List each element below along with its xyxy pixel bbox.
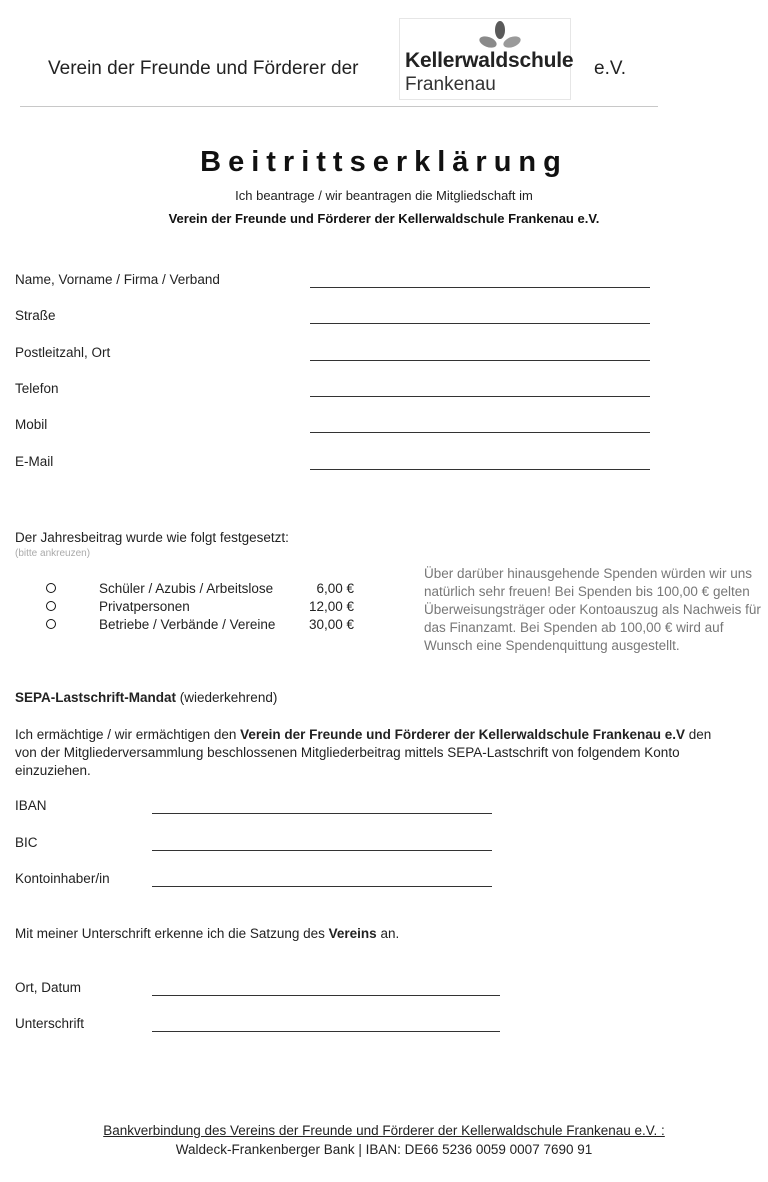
field-label-email: E-Mail	[15, 454, 54, 469]
field-line-mobile[interactable]	[310, 432, 650, 433]
fee-label-private: Privatpersonen	[99, 599, 190, 614]
statute-bold: Vereins	[328, 926, 377, 941]
statute-end: an.	[376, 926, 400, 941]
fee-amount-business: 30,00 €	[308, 617, 354, 632]
field-line-street[interactable]	[310, 323, 650, 324]
fee-amount-students: 6,00 €	[316, 581, 354, 596]
fee-radio-private[interactable]	[46, 601, 56, 611]
header-divider	[20, 106, 658, 107]
sepa-paragraph-start: Ich ermächtige / wir ermächtigen den	[15, 727, 241, 742]
fee-hint: (bitte ankreuzen)	[15, 548, 91, 559]
statute-sentence	[15, 926, 399, 941]
field-label-place-date: Ort, Datum	[15, 980, 82, 995]
field-line-phone[interactable]	[310, 396, 650, 397]
field-label-name: Name, Vorname / Firma / Verband	[15, 272, 220, 287]
sepa-heading-bold: SEPA-Lastschrift-Mandat	[15, 690, 177, 705]
header-suffix: e.V.	[594, 58, 627, 79]
field-label-signature: Unterschrift	[15, 1016, 85, 1031]
school-logo	[399, 18, 574, 100]
field-label-iban: IBAN	[15, 798, 47, 813]
sepa-heading	[15, 690, 277, 705]
fee-radio-students[interactable]	[46, 583, 56, 593]
donation-note: Über darüber hinausgehende Spenden würden wir uns natürlich sehr freuen! Bei Spenden bis 100,00 € gelten Überweisungsträger oder Kontoauszug als Nachweis für das Finanzamt. Bei Spenden ab 100,00 € wird auf Wunsch eine Spendenquittung ausgestellt.	[424, 566, 761, 653]
logo-name: Kellerwaldschule	[405, 49, 574, 72]
field-label-postcode-city: Postleitzahl, Ort	[15, 345, 111, 360]
field-label-street: Straße	[15, 308, 56, 323]
fee-radio-business[interactable]	[46, 619, 56, 629]
fee-label-students: Schüler / Azubis / Arbeitslose	[99, 581, 274, 596]
field-line-bic[interactable]	[152, 850, 492, 851]
statute-start: Mit meiner Unterschrift erkenne ich die Satzung des	[15, 926, 329, 941]
field-line-iban[interactable]	[152, 813, 492, 814]
fee-amount-private: 12,00 €	[308, 599, 354, 614]
field-label-account-holder: Kontoinhaber/in	[15, 871, 110, 886]
field-line-email[interactable]	[310, 469, 650, 470]
footer-bank-heading: Bankverbindung des Vereins der Freunde und Förderer der Kellerwaldschule Frankenau e.V. :	[103, 1123, 665, 1138]
field-line-postcode-city[interactable]	[310, 360, 650, 361]
field-line-place-date[interactable]	[152, 995, 500, 996]
header-text: Verein der Freunde und Förderer der	[48, 58, 359, 79]
sepa-paragraph	[15, 726, 715, 780]
page-title: Beitrittserklärung	[200, 146, 568, 178]
field-line-signature[interactable]	[152, 1031, 500, 1032]
field-label-bic: BIC	[15, 835, 38, 850]
fee-label-business: Betriebe / Verbände / Vereine	[99, 617, 276, 632]
fee-heading: Der Jahresbeitrag wurde wie folgt festgesetzt:	[15, 530, 289, 545]
field-label-mobile: Mobil	[15, 417, 48, 432]
sepa-paragraph-end: den von der Mitgliederversammlung beschlossenen Mitgliederbeitrag mittels SEPA-Lastschrift von folgendem Konto einzuziehen.	[15, 727, 712, 778]
sepa-heading-rest: (wiederkehrend)	[176, 690, 278, 705]
footer-bank-details: Waldeck-Frankenberger Bank | IBAN: DE66 5236 0059 0007 7690 91	[175, 1142, 593, 1157]
page-subtitle: Ich beantrage / wir beantragen die Mitgliedschaft im	[235, 188, 533, 203]
association-name: Verein der Freunde und Förderer der Kellerwaldschule Frankenau e.V.	[168, 211, 600, 226]
logo-place: Frankenau	[405, 74, 496, 95]
field-line-account-holder[interactable]	[152, 886, 492, 887]
field-line-name[interactable]	[310, 287, 650, 288]
sepa-paragraph-bold: Verein der Freunde und Förderer der Kellerwaldschule Frankenau e.V	[240, 727, 685, 742]
field-label-phone: Telefon	[15, 381, 59, 396]
